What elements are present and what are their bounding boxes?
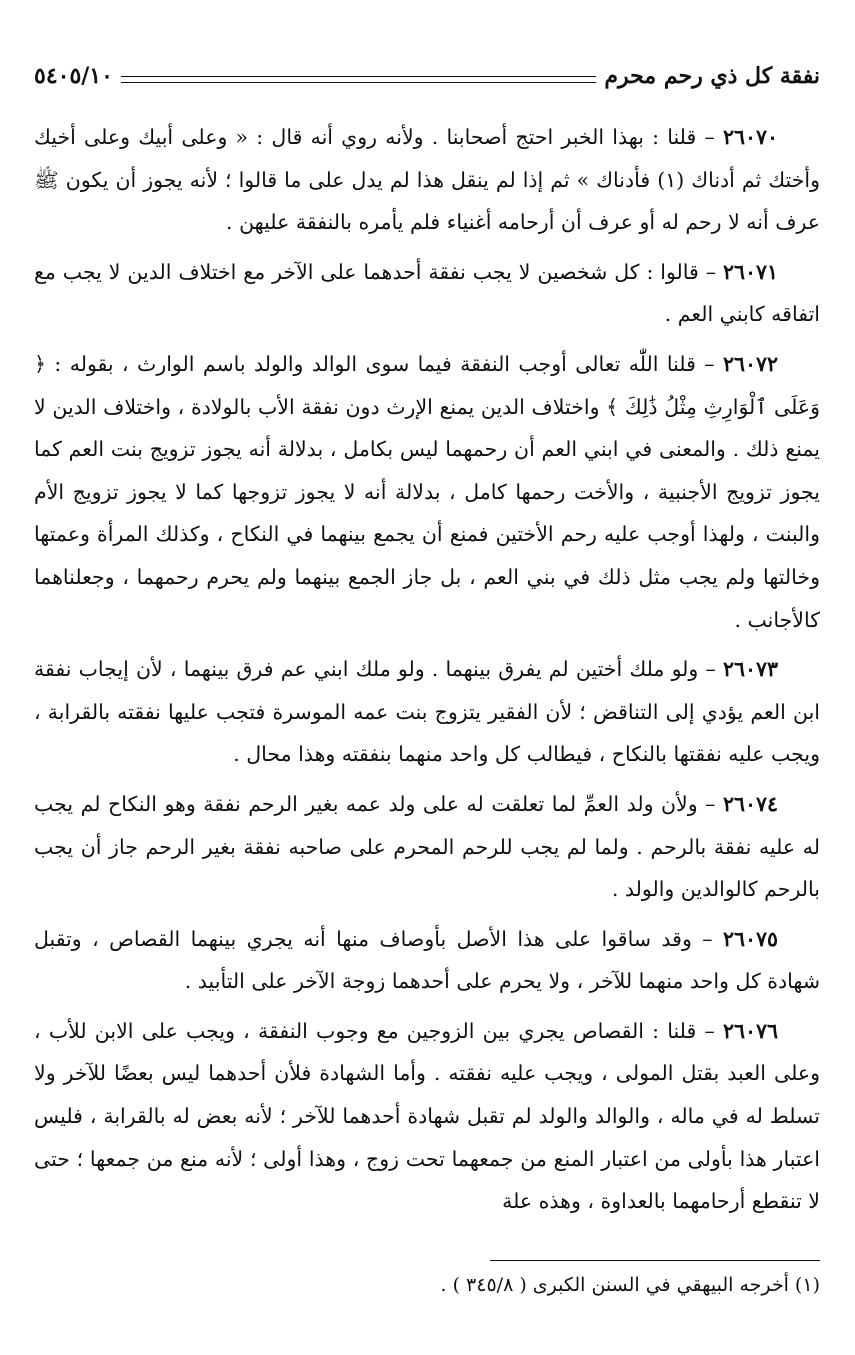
- paragraph-number: ٢٦٠٧٣: [722, 657, 778, 682]
- running-title: نفقة كل ذي رحم محرم: [604, 63, 820, 89]
- paragraph-26071: [34, 251, 820, 336]
- paragraph-text: – قلنا : القصاص يجري بين الزوجين مع وجوب النفقة ، ويجب على الابن للأب ، وعلى العبد بقتل المولى ، ويجب عليه نفقته . وأما الشهادة فلأن أحدهما ليس بعضًا للآخر ولا تسلط له في ماله ، والوالد والولد لم تقبل شهادة أحدهما للآخر ؛ لأنه بعض له بالقرابة ، فليس اعتبار هذا بأولى من اعتبار المنع من جمعهما تحت زوج ، وهذا أولى ؛ لأنه منع من جمعها ؛ حتى لا تنقطع أرحامهما بالعداوة ، وهذه علة: [34, 1018, 820, 1214]
- page-number: ٥٤٠٥/١٠: [34, 63, 113, 89]
- paragraph-text: – قلنا اللّٰه تعالى أوجب النفقة فيما سوى الوالد والولد باسم الوارث ، بقوله : ﴿ وَعَلَى ٱلْوَارِثِ مِثْلُ ذَٰلِكَ ﴾ واختلاف الدين يمنع الإرث دون نفقة الأب بالولادة ، واختلاف الدين لا يمنع ذلك . والمعنى في ابني العم أن رحمهما ليس بكامل ، بدلالة أنه يجوز تزويج بنت العم كما يجوز تزويج الأجنبية ، والأخت رحمها كامل ، بدلالة أنه لا يجوز تزوجها كما لا يجوز تزويج الأم والبنت ، ولهذا أوجب عليه رحم الأختين فمنع أن يجمع بينهما في النكاح ، وكذلك المرأة وعمتها وخالتها ولم يجب مثل ذلك في بني العم ، بل جاز الجمع بينهما ولم يحرم رحمهما ، وجعلناهما كالأجانب .: [34, 351, 820, 632]
- paragraph-number: ٢٦٠٧١: [722, 259, 778, 284]
- paragraph-26076: [34, 1010, 820, 1223]
- paragraph-number: ٢٦٠٧٦: [722, 1018, 778, 1043]
- main-text: [34, 116, 820, 1223]
- paragraph-text: – قلنا : بهذا الخبر احتج أصحابنا . ولأنه روي أنه قال : « وعلى أبيك وعلى أخيك وأختك ثم أدناك (١) فأدناك » ثم إذا لم ينقل هذا لم يدل على ما قالوا ؛ لأنه يجوز أن يكون ﷺ عرف أنه لا رحم له أو عرف أن أرحامه أغنياء فلم يأمره بالنفقة عليهن .: [34, 125, 820, 235]
- paragraph-text: – ولأن ولد العمِّ لما تعلقت له على ولد عمه بغير الرحم نفقة وهو النكاح لم يجب له عليه نفقة بالرحم . ولما لم يجب للرحم المحرم على صاحبه نفقة بغير الرحم جاز أن يجب بالرحم كالوالدين والولد .: [34, 791, 820, 902]
- paragraph-text: – ولو ملك أختين لم يفرق بينهما . ولو ملك ابني عم فرق بينهما ، لأن إيجاب نفقة ابن العم يؤدي إلى التناقض ؛ لأن الفقير يتزوج بنت عمه الموسرة فتجب عليها نفقته بالقرابة ، ويجب عليه نفقتها بالنكاح ، فيطالب كل واحد منهما بنفقته وهذا محال .: [34, 657, 820, 767]
- book-page: [34, 58, 820, 1318]
- paragraph-number: ٢٦٠٧٠: [722, 125, 778, 149]
- paragraph-number: ٢٦٠٧٤: [722, 791, 778, 816]
- paragraph-26070: [34, 116, 820, 244]
- header-double-rule: [121, 76, 596, 83]
- paragraph-26074: [34, 783, 820, 911]
- paragraph-text: – وقد ساقوا على هذا الأصل بأوصاف منها أنه يجري بينهما القصاص ، وتقبل شهادة كل واحد منهما للآخر ، ولا يحرم على أحدهما زوجة الآخر على التأبيد .: [34, 926, 820, 994]
- paragraph-26072: [34, 343, 820, 641]
- paragraph-number: ٢٦٠٧٢: [722, 351, 778, 376]
- paragraph-text: – قالوا : كل شخصين لا يجب نفقة أحدهما على الآخر مع اختلاف الدين لا يجب مع اتفاقه كابني العم .: [34, 259, 820, 327]
- footnote-separator: [490, 1260, 820, 1261]
- paragraph-26075: [34, 918, 820, 1003]
- paragraph-number: ٢٦٠٧٥: [722, 926, 778, 951]
- paragraph-26073: [34, 648, 820, 776]
- footnote: (١) أخرجه البيهقي في السنن الكبرى ( ٣٤٥/٨ ) .: [440, 1274, 820, 1296]
- page-header: [34, 58, 820, 94]
